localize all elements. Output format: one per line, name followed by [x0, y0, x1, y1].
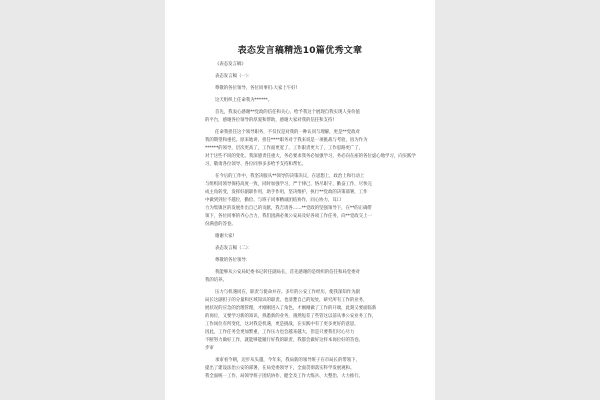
text-line: ******的领导，层次更高了，工作面更宽了，工作职责更大了，工作思路更广了，	[205, 146, 364, 151]
text-line: 首先，我衷心感谢**党政的信任和关心，给予我这个展现自我实现人身价值	[215, 110, 360, 115]
text-line: 我的期望和重托。原来地讲，担任****职务对于我来说是一项挑战与考验，因为作为	[205, 138, 368, 143]
text-line: 对于这些不同的变化，我深感责任重大，务必要求我务必加强学习，务必向在座的各位虚心地学习，向实践学	[205, 154, 416, 159]
text-line: 在今后的工作中，我坚决服从**领导的决策决议，在思想上，政治上和行动上	[215, 174, 365, 179]
text-line: 局长这副担子的分量和区域知识的职责。也清楚自己的短处，研究所有工作的业务，	[205, 298, 368, 303]
text-line: 我的培养。	[205, 278, 227, 283]
text-line: 的平台，感谢各位领导的厚爱和帮助，感谢大家对我的信任和支持!	[205, 118, 335, 123]
text-line: 任命我担任这个领导职务，不仅仅是对我的一种认同与理解，更是**党政对	[215, 130, 360, 135]
text-line: 与组织同领导保持高度一致，同时加强学习，严于律己，恪尽职守，勤奋工作，尽快完	[205, 182, 372, 187]
text-line: 谢谢大家!	[215, 234, 235, 239]
text-line: 我能够从公安局纪委书记转任副局长，首先感谢的是组织的信任和局党委对	[215, 270, 360, 275]
text-line: 领下，各位同事的齐心合力，我们团满必须公安局及好各项工作任务，向**党政交上一	[205, 214, 372, 219]
text-line: 这天组织上任命我为******。	[215, 98, 273, 103]
text-line: 表态发言稿（二）：	[215, 246, 253, 251]
document-page	[165, 0, 435, 400]
text-line: 尊敬的各位领导、各位同事们:大家上午好!	[215, 86, 298, 91]
text-line: 工作岗位有所变化，这对我是机遇，更是挑战，在实践中有了更多更好的意思，	[205, 322, 359, 327]
text-line: 展状况的应急的治理管理，才刚刚进入了角色，才刚刚做了工作的开端，此刻又要面临新	[205, 306, 377, 311]
text-line: 表态发言稿（一）：	[215, 74, 253, 79]
text-line: 力为集镇区的发展作出自己的贡献，我吉请各……**党政的坚强领导下，在**的正确带	[205, 206, 372, 211]
text-line: 尊敬的各位领导：	[215, 258, 251, 263]
text-line: 我全面统一工作，局领导班子团结协作，健全及工作大练兵、大整治，大力推行。	[205, 374, 364, 379]
text-line: 份满意的答卷。	[205, 222, 236, 227]
text-line: 《表态发言稿》	[215, 62, 246, 67]
text-line: 因此，工作任务会更加繁重，工作压力也会越来越大，但是只要我们尽心尽力	[205, 330, 355, 335]
document-title: 表态发言稿精选10篇优秀文章	[237, 46, 363, 56]
text-line: 中做到到位不越位，勤俭、与班子同事精诚团结协作，同心协力，耳口	[205, 198, 342, 203]
text-line: 压力与机遇同在，职责与使命并存。多年的公安工作经历，使我深知作为副	[215, 290, 360, 295]
text-line: 承审看今朝，迈步从头越，今年来，我局新的领导班子在市局长的带领下，	[215, 358, 360, 363]
text-line: 习，敬请各位领导、各位同事多多给予支持和帮忙。	[205, 162, 306, 167]
text-line: 提出了建设法治公安的部署，在局党委领导下，全面贯彻落实科学发展观和。	[205, 366, 355, 371]
text-line: 不断努力做好工作，就能够能履行好我的职责，我都会做好这样本岗位好的答卷。	[205, 338, 364, 343]
text-line: 成主角转变，发挥好副职作用，助手作用，坚决维护，执行**党政的决策部署，工作	[205, 190, 368, 195]
text-line: 的岗位，又要学习新的知识，熟悉新的业务，遇然短差了些管这以前从事公安业务工作，	[205, 314, 377, 319]
text-line: 步审	[205, 346, 214, 351]
